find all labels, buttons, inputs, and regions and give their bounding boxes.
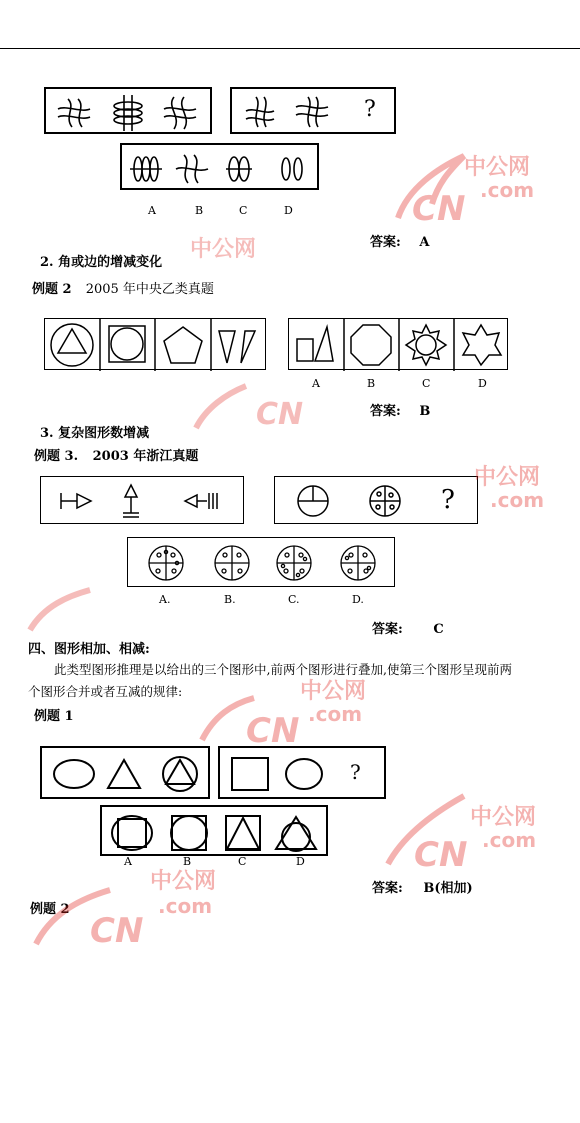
- s3-options-box: [127, 537, 395, 587]
- s3-answer-label: 答案:: [372, 622, 403, 637]
- watermark-brand-en: .com: [308, 702, 363, 726]
- s4-right-figures: [220, 748, 388, 801]
- s1-answer-value: A: [419, 235, 430, 250]
- s4-description-line2: 个图形合并或者互减的规律:: [28, 684, 183, 699]
- s3-option-label-a: A.: [159, 593, 171, 606]
- s4-heading: 四、图形相加、相减:: [28, 642, 150, 657]
- s4-question-mark: ?: [350, 760, 361, 784]
- s4-example2-label: 例题 2: [30, 902, 70, 917]
- s4-option-label-d: D: [296, 855, 305, 868]
- svg-text:CN: CN: [256, 397, 304, 432]
- s4-answer-value: B(相加): [423, 881, 473, 896]
- s4-option-label-c: C: [238, 855, 247, 868]
- s2-answer-label: 答案:: [370, 404, 401, 419]
- watermark-brand-cn: 中公网: [464, 155, 531, 180]
- s2-option-label-b: B: [367, 377, 376, 390]
- s1-answer: [370, 231, 429, 250]
- s3-question-box-right: [274, 476, 478, 524]
- s3-heading: 3. 复杂图形数增减: [40, 426, 150, 441]
- watermark-logo-icon: [20, 586, 180, 636]
- watermark-brand-en: .com: [158, 894, 213, 918]
- watermark-logo-icon: [30, 860, 250, 950]
- svg-text:CN: CN: [90, 911, 144, 951]
- s4-question-box-right: [218, 746, 386, 799]
- s2-question-figures: [45, 319, 267, 371]
- s3-option-figures: [128, 538, 396, 588]
- svg-text:CN: CN: [414, 835, 468, 875]
- watermark: [190, 232, 330, 272]
- s3-example-label: 例题 3.: [34, 449, 79, 464]
- watermark: [20, 586, 180, 636]
- s1-question-box-right: [230, 87, 396, 134]
- watermark: [470, 460, 580, 520]
- s1-left-figures: [46, 89, 214, 136]
- s1-option-label-d: D: [284, 204, 293, 217]
- svg-text:CN: CN: [412, 189, 466, 229]
- s2-example-source: 2005 年中央乙类真题: [85, 282, 214, 297]
- s1-option-label-b: B: [195, 204, 204, 217]
- s2-answer: [370, 400, 430, 419]
- watermark-brand-en: .com: [480, 178, 535, 202]
- watermark-brand-cn: 中公网: [470, 805, 537, 830]
- watermark: [186, 378, 376, 438]
- s1-question-box-left: [44, 87, 212, 134]
- watermark-brand-cn: 中公网: [190, 237, 257, 262]
- s1-options-box: [120, 143, 319, 190]
- s4-answer-label: 答案:: [372, 881, 403, 896]
- svg-text:CN: CN: [246, 711, 300, 751]
- s3-question-mark: ?: [441, 485, 455, 515]
- s3-option-label-c: C.: [288, 593, 300, 606]
- s1-answer-label: 答案:: [370, 235, 401, 250]
- watermark: [30, 860, 250, 950]
- s2-question-box: [44, 318, 266, 370]
- s4-left-figures: [42, 748, 212, 801]
- s4-option-label-a: A: [124, 855, 132, 868]
- header-rule: [0, 48, 580, 49]
- s4-answer: [372, 877, 473, 896]
- s4-option-label-b: B: [183, 855, 192, 868]
- s3-example-source: 2003 年浙江真题: [92, 449, 199, 464]
- s4-options-box: [100, 805, 328, 856]
- s4-question-box-left: [40, 746, 210, 799]
- s2-option-label-a: A: [312, 377, 320, 390]
- s2-answer-value: B: [419, 404, 431, 419]
- s2-option-figures: [289, 319, 509, 371]
- s1-option-label-a: A: [148, 204, 156, 217]
- s2-example: [32, 278, 214, 297]
- s3-answer-value: C: [433, 622, 444, 637]
- s3-example: [34, 445, 198, 464]
- s2-options-box: [288, 318, 508, 370]
- s2-example-label: 例题 2: [32, 282, 72, 297]
- watermark-brand-cn: 中公网: [300, 679, 367, 704]
- s1-option-figures: [122, 145, 321, 192]
- s4-example1-label: 例题 1: [34, 709, 74, 724]
- s2-option-label-c: C: [422, 377, 431, 390]
- watermark: [368, 148, 558, 228]
- s3-question-box-left: [40, 476, 244, 524]
- s3-option-label-b: B.: [224, 593, 236, 606]
- watermark-brand-en: .com: [490, 488, 545, 512]
- s2-option-label-d: D: [478, 377, 487, 390]
- s1-option-label-c: C: [239, 204, 248, 217]
- s2-heading: 2. 角或边的增减变化: [40, 255, 163, 270]
- watermark-brand-en: .com: [482, 828, 537, 852]
- s3-option-label-d: D.: [352, 593, 364, 606]
- s4-description-line1: 此类型图形推理是以给出的三个图形中,前两个图形进行叠加,使第三个图形呈现前两: [54, 662, 512, 677]
- watermark-brand-cn: 中公网: [150, 869, 217, 894]
- s3-left-figures: [41, 477, 245, 525]
- s1-question-mark: ?: [364, 97, 376, 122]
- s4-option-figures: [102, 807, 330, 858]
- watermark: [378, 790, 578, 875]
- s3-answer: [372, 618, 444, 637]
- watermark-logo-icon: [186, 378, 376, 438]
- watermark: [196, 670, 396, 750]
- watermark-brand-cn: 中公网: [474, 465, 541, 490]
